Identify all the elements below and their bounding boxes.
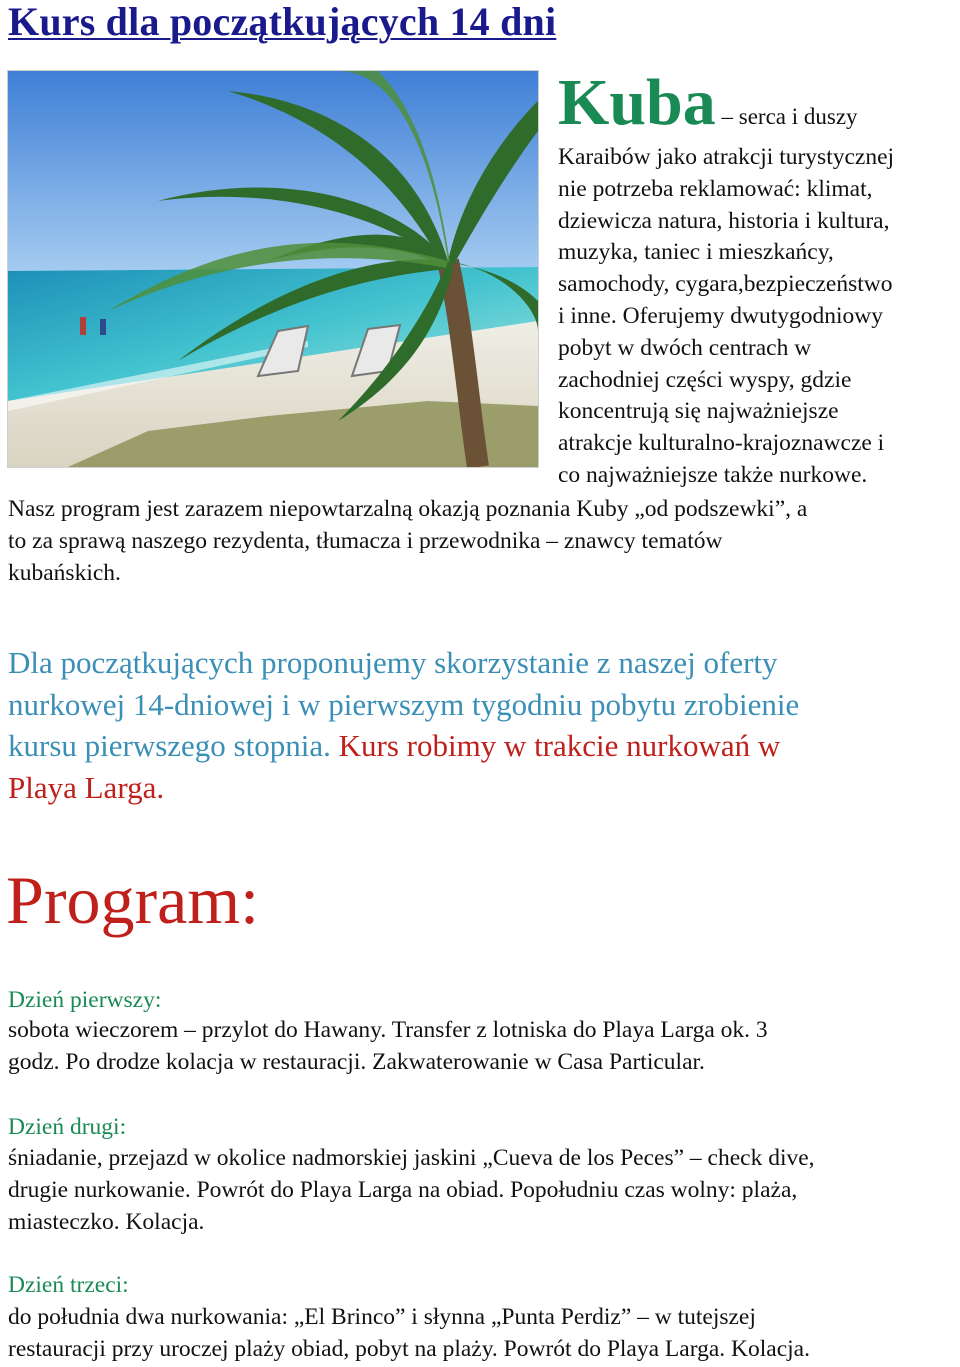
- intro-wide-paragraph: [8, 494, 958, 589]
- day-1-text: [8, 1015, 960, 1079]
- text-line: to za sprawą naszego rezydenta, tłumacza i przewodnika – znawcy tematów: [8, 527, 723, 554]
- day-2-label: Dzień drugi:: [8, 1114, 127, 1140]
- offer-line: [8, 725, 958, 767]
- intro-side-paragraph: [558, 142, 960, 492]
- text-line: samochody, cygara,bezpieczeństwo: [558, 271, 893, 298]
- day-2-text: [8, 1143, 960, 1238]
- text-line: zachodniej części wyspy, gdzie: [558, 366, 852, 393]
- text-line: Karaibów jako atrakcji turystycznej: [558, 144, 895, 170]
- hero-subtitle: – serca i duszy: [715, 104, 858, 129]
- beach-palm-photo: [7, 70, 539, 468]
- text-line: kubańskich.: [8, 559, 121, 586]
- page-title[interactable]: Kurs dla początkujących 14 dni: [8, 0, 557, 44]
- text-line: śniadanie, przejazd w okolice nadmorskiej jaskini „Cueva de los Peces” – check dive,: [8, 1145, 815, 1171]
- text-line: drugie nurkowanie. Powrót do Playa Larga na obiad. Popołudniu czas wolny: plaża,: [8, 1176, 798, 1203]
- offer-paragraph: [8, 642, 958, 808]
- offer-line: Dla początkujących proponujemy skorzystanie z naszej oferty: [8, 645, 778, 680]
- offer-line: nurkowej 14-dniowej i w pierwszym tygodniu pobytu zrobienie: [8, 686, 800, 722]
- text-line: koncentrują się najważniejsze: [558, 398, 839, 425]
- text-line: restauracji przy uroczej plaży obiad, pobyt na plaży. Powrót do Playa Larga. Kolacja.: [8, 1335, 810, 1362]
- country-name: Kuba: [558, 66, 716, 139]
- text-line: pobyt w dwóch centrach w: [558, 334, 812, 361]
- text-line: muzyka, taniec i mieszkańcy,: [558, 239, 834, 266]
- text-line: dziewicza natura, historia i kultura,: [558, 207, 890, 234]
- program-heading: Program:: [6, 862, 260, 938]
- offer-blue-text: kursu pierwszego stopnia.: [8, 728, 331, 763]
- text-line: Nasz program jest zarazem niepowtarzalną okazją poznania Kuby „od podszewki”, a: [8, 496, 808, 522]
- text-line: nie potrzeba reklamować: klimat,: [558, 175, 873, 202]
- day-3-text: [8, 1302, 960, 1366]
- text-line: i inne. Oferujemy dwutygodniowy: [558, 302, 884, 329]
- day-3-label: Dzień trzeci:: [8, 1272, 129, 1298]
- text-line: do południa dwa nurkowania: „El Brinco” i słynna „Punta Perdiz” – w tutejszej: [8, 1304, 756, 1330]
- offer-red-text: Kurs robimy w trakcie nurkowań w: [330, 728, 781, 763]
- day-1-label: Dzień pierwszy:: [8, 987, 162, 1013]
- text-line: miasteczko. Kolacja.: [8, 1208, 205, 1235]
- text-line: atrakcje kulturalno-krajoznawcze i: [558, 430, 885, 457]
- text-line: godz. Po drodze kolacja w restauracji. Zakwaterowanie w Casa Particular.: [8, 1048, 705, 1075]
- text-line: sobota wieczorem – przylot do Hawany. Transfer z lotniska do Playa Larga ok. 3: [8, 1017, 768, 1043]
- offer-line: Playa Larga.: [8, 769, 165, 805]
- text-line: co najważniejsze także nurkowe.: [558, 461, 868, 488]
